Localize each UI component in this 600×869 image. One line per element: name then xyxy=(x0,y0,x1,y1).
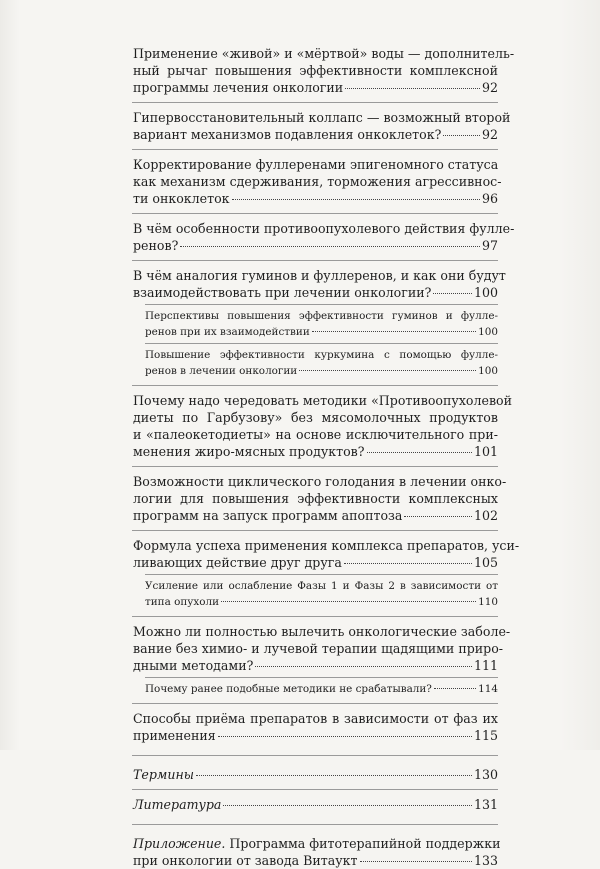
divider xyxy=(132,149,498,150)
toc-text: типа опухоли xyxy=(145,596,220,608)
page-number: 133 xyxy=(473,853,498,868)
dot-leader xyxy=(196,775,472,776)
toc-text: Способы приёма препаратов в зависимости от фаз их xyxy=(133,711,498,726)
toc-text: вариант механизмов подавления онкоклеток? xyxy=(133,127,442,142)
divider xyxy=(132,466,498,467)
dot-leader xyxy=(434,688,476,689)
divider xyxy=(132,102,498,103)
page-number: 101 xyxy=(473,444,498,459)
table-of-contents xyxy=(133,45,520,869)
toc-subentry-why-failed xyxy=(145,681,498,697)
divider xyxy=(132,789,498,790)
divider xyxy=(132,755,498,756)
toc-text: взаимодействовать при лечении онкологии? xyxy=(133,285,432,300)
dot-leader xyxy=(360,861,472,862)
toc-text: Почему ранее подобные методики не срабатывали? xyxy=(145,683,432,695)
toc-text: дными методами? xyxy=(133,658,254,673)
toc-text: диеты по Гарбузову» без мясомолочных продуктов xyxy=(133,410,498,425)
page-number: 131 xyxy=(473,797,498,812)
toc-text: программ на запуск программ апоптоза xyxy=(133,508,403,523)
divider xyxy=(132,213,498,214)
dot-leader xyxy=(223,805,472,806)
dot-leader xyxy=(344,563,472,564)
divider xyxy=(145,343,498,344)
toc-subentry-humins-efficiency xyxy=(145,308,498,340)
toc-text: программы лечения онкологии xyxy=(133,80,344,95)
dot-leader xyxy=(180,246,480,247)
page-number: 102 xyxy=(473,508,498,523)
dot-leader xyxy=(232,199,480,200)
dot-leader xyxy=(221,601,476,602)
toc-text: ти онкоклеток xyxy=(133,191,230,206)
page-number: 111 xyxy=(473,658,498,673)
toc-text: вание без химио- и лучевой терапии щадящими приро- xyxy=(133,641,504,656)
toc-text: Перспективы повышения эффективности гуминов и фулле- xyxy=(145,310,498,322)
toc-text: применения xyxy=(133,728,216,743)
toc-entry-success-formula xyxy=(133,537,520,571)
toc-entry-hyperreduction-collapse xyxy=(133,109,511,143)
toc-text: ренов? xyxy=(133,238,179,253)
page-number: 97 xyxy=(481,238,498,253)
page-number: 110 xyxy=(478,596,498,608)
toc-text: Термины xyxy=(133,767,195,782)
page-number: 130 xyxy=(473,767,498,782)
toc-text: и «палеокетодиеты» на основе исключительного при- xyxy=(133,427,498,442)
toc-subentry-phases xyxy=(145,578,498,610)
page-number: 105 xyxy=(473,555,498,570)
toc-text: Гипервосстановительный коллапс — возможный второй xyxy=(133,110,511,125)
dot-leader xyxy=(367,452,472,453)
toc-text: В чём аналогия гуминов и фуллеренов, и как они будут xyxy=(133,268,506,283)
toc-text: Программа фитотерапийной поддержки xyxy=(229,836,501,851)
divider xyxy=(132,260,498,261)
toc-text: Литература xyxy=(133,797,222,812)
dot-leader xyxy=(312,331,476,332)
toc-text: ный рычаг повышения эффективности комплексной xyxy=(133,63,498,78)
toc-text: Формула успеха применения комплекса препаратов, уси- xyxy=(133,538,520,553)
divider xyxy=(132,703,498,704)
toc-text: как механизм сдерживания, торможения агрессивнос- xyxy=(133,174,502,189)
page-number: 115 xyxy=(473,728,498,743)
dot-leader xyxy=(443,135,480,136)
divider xyxy=(145,304,498,305)
dot-leader xyxy=(299,370,476,371)
toc-subentry-curcumin xyxy=(145,347,498,379)
toc-text: ливающих действие друг друга xyxy=(133,555,342,570)
page-number: 100 xyxy=(473,285,498,300)
divider xyxy=(132,824,498,825)
toc-entry-cure-without-chemo xyxy=(133,623,511,674)
toc-entry-epigenome-correction xyxy=(133,156,502,207)
page-number: 92 xyxy=(481,127,498,142)
toc-text: Повышение эффективности куркумина с помощью фулле- xyxy=(145,349,498,361)
toc-entry-fullerene-features xyxy=(133,220,515,254)
toc-text: Применение «живой» и «мёртвой» воды — дополнитель- xyxy=(133,46,515,61)
toc-entry-living-dead-water xyxy=(133,45,515,96)
toc-text: Почему надо чередовать методики «Противоопухолевой xyxy=(133,393,513,408)
divider xyxy=(132,385,498,386)
toc-entry-cyclic-fasting xyxy=(133,473,507,524)
toc-entry-intake-methods xyxy=(133,710,498,744)
divider xyxy=(132,616,498,617)
page-number: 114 xyxy=(478,683,498,695)
toc-entry-appendix xyxy=(133,835,501,869)
dot-leader xyxy=(433,293,472,294)
toc-entry-literature xyxy=(133,796,498,813)
dot-leader xyxy=(345,88,480,89)
toc-text: Корректирование фуллеренами эпигеномного статуса xyxy=(133,157,499,172)
divider xyxy=(132,530,498,531)
toc-entry-terms xyxy=(133,766,498,783)
page-number: 100 xyxy=(478,365,498,377)
toc-text: ренов в лечении онкологии xyxy=(145,365,298,377)
toc-text: Возможности циклического голодания в лечении онко- xyxy=(133,474,507,489)
toc-entry-alternate-diets xyxy=(133,392,513,460)
dot-leader xyxy=(255,666,472,667)
dot-leader xyxy=(404,516,472,517)
toc-text: при онкологии от завода Витаукт xyxy=(133,853,358,868)
appendix-prefix: Приложение. xyxy=(133,836,226,851)
toc-text: ренов при их взаимодействии xyxy=(145,326,310,338)
page-number: 96 xyxy=(481,191,498,206)
dot-leader xyxy=(218,736,472,737)
toc-text: менения жиро-мясных продуктов? xyxy=(133,444,365,459)
page-number: 100 xyxy=(478,326,498,338)
toc-text: логии для повышения эффективности комплексных xyxy=(133,491,498,506)
toc-text: Усиление или ослабление Фазы 1 и Фазы 2 в зависимости от xyxy=(145,580,498,592)
page-number: 92 xyxy=(481,80,498,95)
toc-entry-humins-fullerenes xyxy=(133,267,506,301)
divider xyxy=(145,574,498,575)
divider xyxy=(145,677,498,678)
toc-text: Можно ли полностью вылечить онкологические заболе- xyxy=(133,624,511,639)
toc-text: В чём особенности противоопухолевого действия фулле- xyxy=(133,221,515,236)
